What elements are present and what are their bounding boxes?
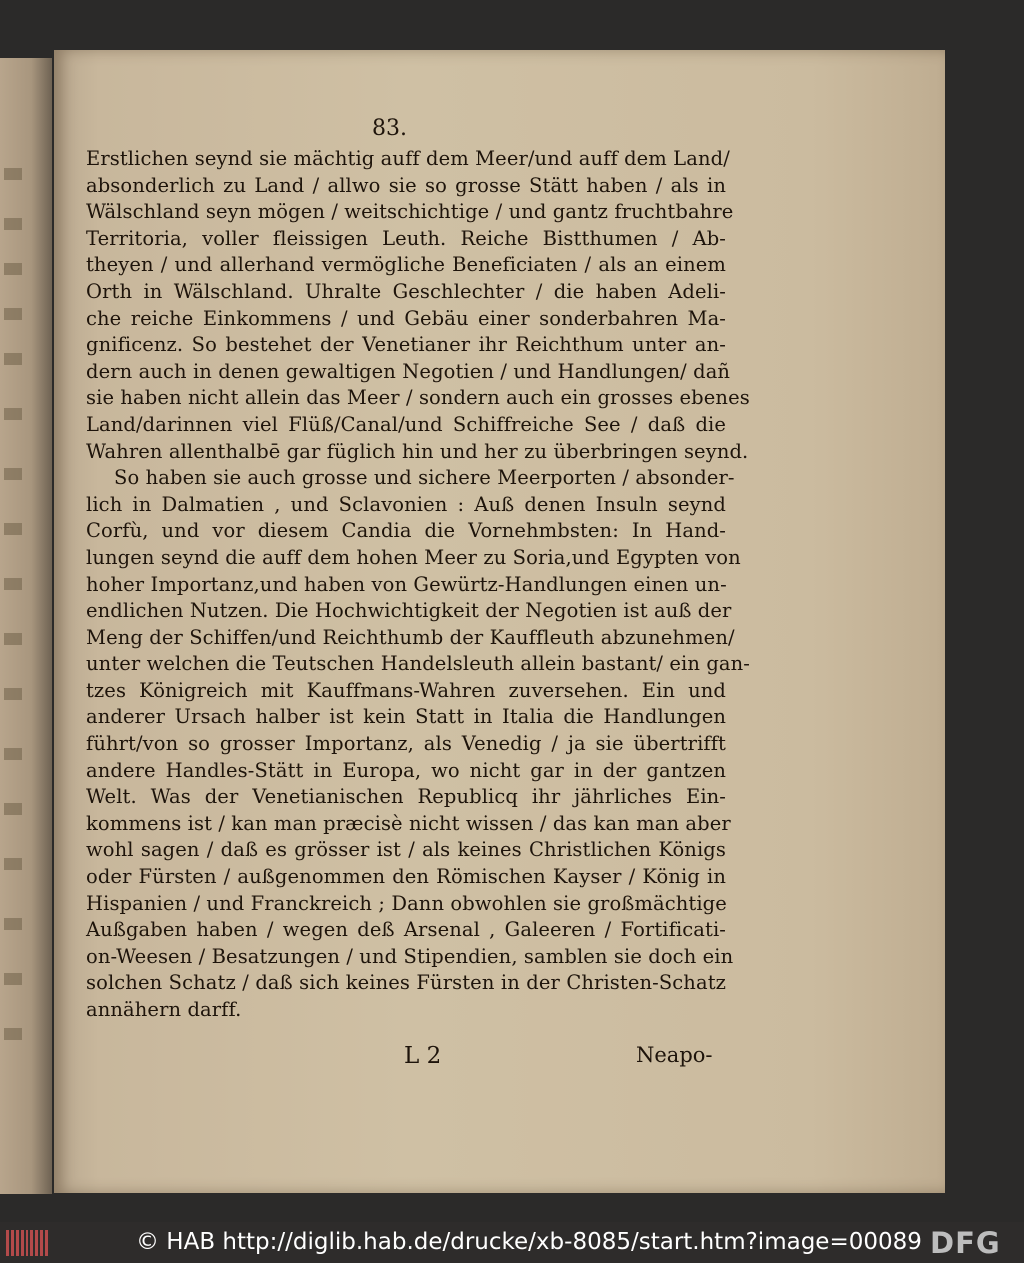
text-line: anderer Ursach halber ist kein Statt in Italia die Handlungen [86, 705, 726, 729]
previous-page-edge [0, 58, 52, 1194]
page-number: 83. [372, 116, 407, 141]
signature-mark: L 2 [404, 1043, 442, 1069]
barcode-icon [6, 1230, 48, 1256]
text-line: Wahren allenthalbē gar füglich hin und her zu überbringen seynd. [86, 439, 749, 463]
text-line: Orth in Wälschland. Uhralte Geschlechter / die haben Adeli- [86, 279, 726, 303]
text-line: theyen / und allerhand vermögliche Beneficiaten / als an einem [86, 253, 726, 277]
text-line: sie haben nicht allein das Meer / sondern auch ein grosses ebenes [86, 386, 750, 410]
text-line: Außgaben haben / wegen deß Arsenal , Galeeren / Fortificati- [86, 918, 726, 942]
text-line: Wälschland seyn mögen / weitschichtige / und gantz fruchtbahre [86, 200, 734, 224]
text-line: So haben sie auch grosse und sichere Meerporten / absonder- [114, 466, 735, 490]
dfg-logo: DFG [930, 1226, 1001, 1260]
text-line: Land/darinnen viel Flüß/Canal/und Schiffreiche See / daß die [86, 412, 726, 436]
footer-bar [0, 1222, 1024, 1263]
page-body-text [86, 146, 750, 1024]
text-line: absonderlich zu Land / allwo sie so grosse Stätt haben / als in [86, 173, 726, 197]
text-line: hoher Importanz,und haben von Gewürtz-Handlungen einen un- [86, 572, 727, 596]
copyright-link[interactable]: © HAB http://diglib.hab.de/drucke/xb-8085/start.htm?image=00089 [136, 1229, 922, 1255]
catchword: Neapo- [636, 1043, 713, 1067]
text-line: tzes Königreich mit Kauffmans-Wahren zuversehen. Ein und [86, 678, 726, 702]
text-line: Meng der Schiffen/und Reichthumb der Kauffleuth abzunehmen/ [86, 625, 735, 649]
text-line: unter welchen die Teutschen Handelsleuth allein bastant/ ein gan- [86, 652, 750, 676]
text-line: lich in Dalmatien , und Sclavonien : Auß denen Insuln seynd [86, 492, 726, 516]
text-line: dern auch in denen gewaltigen Negotien / und Handlungen/ dañ [86, 359, 731, 383]
text-line: Territoria, voller fleissigen Leuth. Reiche Bistthumen / Ab- [86, 226, 726, 250]
text-line: Welt. Was der Venetianischen Republicq ihr jährliches Ein- [86, 785, 726, 809]
text-line: lungen seynd die auff dem hohen Meer zu Soria,und Egypten von [86, 545, 741, 569]
text-line: andere Handles-Stätt in Europa, wo nicht gar in der gantzen [86, 758, 726, 782]
text-line: annähern darff. [86, 998, 242, 1021]
text-line: führt/von so grosser Importanz, als Venedig / ja sie übertrifft [86, 732, 726, 756]
text-line: che reiche Einkommens / und Gebäu einer sonderbahren Ma- [86, 306, 726, 330]
text-line: Corfù, und vor diesem Candia die Vornehmbsten: In Hand- [86, 519, 726, 543]
text-line: on-Weesen / Besatzungen / und Stipendien, samblen sie doch ein [86, 944, 734, 968]
text-line: Hispanien / und Franckreich ; Dann obwohlen sie großmächtige [86, 891, 727, 915]
text-line: wohl sagen / daß es grösser ist / als keines Christlichen Königs [86, 838, 726, 862]
text-line: Erstlichen seynd sie mächtig auff dem Meer/und auff dem Land/ [86, 147, 730, 170]
text-line: solchen Schatz / daß sich keines Fürsten in der Christen-Schatz [86, 971, 726, 995]
text-line: endlichen Nutzen. Die Hochwichtigkeit der Negotien ist auß der [86, 599, 732, 623]
text-line: kommens ist / kan man præcisè nicht wissen / das kan man aber [86, 811, 731, 835]
text-line: oder Fürsten / außgenommen den Römischen Kayser / König in [86, 865, 726, 889]
text-line: gnificenz. So bestehet der Venetianer ihr Reichthum unter an- [86, 333, 726, 357]
